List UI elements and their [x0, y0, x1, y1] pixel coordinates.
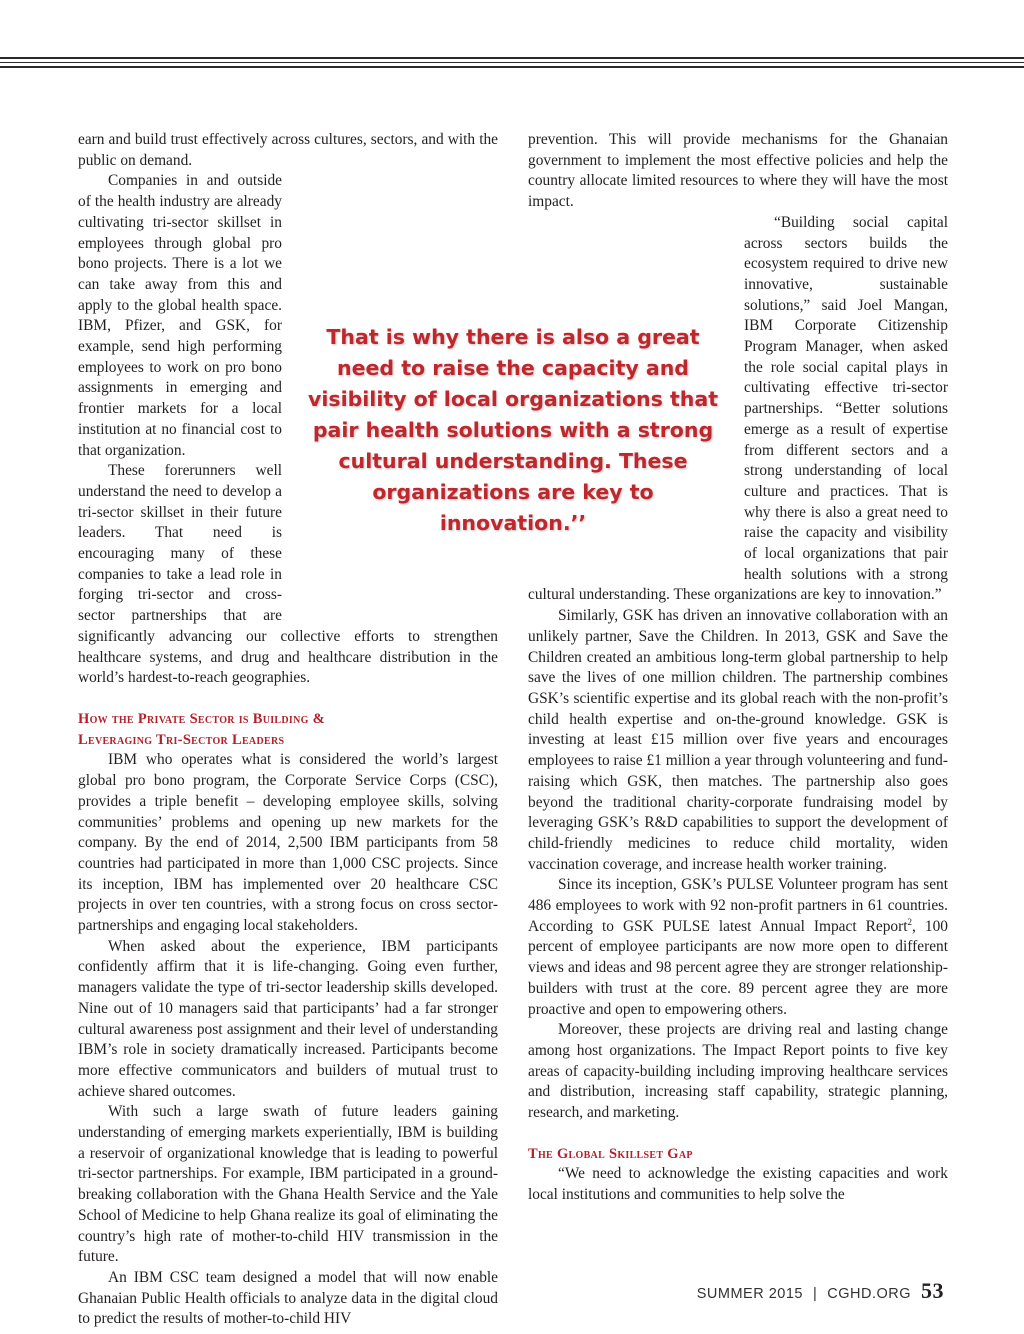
- paragraph: earn and build trust effectively across cultures, sectors, and with the public on demand.: [78, 131, 498, 169]
- paragraph: These forerunners well understand the need to develop a tri-sector skillset in their future leaders. That need is encouraging many of these companies to take a lead role in forging tri-sector and cross-sector partnerships that are significantly advancing our collective efforts to strengthen healthcare systems, and drug and healthcare distribution in the world’s hardest-to-reach geographies.: [78, 462, 498, 687]
- paragraph: [528, 875, 948, 1020]
- paragraph-text: Since its inception, GSK’s PULSE Volunteer program has sent 486 employees to work with 92 non-profit partners in 61 countries. According to GSK PULSE latest Annual Impact Report: [528, 876, 948, 935]
- issue-label: SUMMER 2015: [696, 1286, 803, 1302]
- website-label: CGHD.ORG: [827, 1286, 911, 1302]
- paragraph: Companies in and outside of the health industry are already cultivating tri-sector skillset in employees through global pro bono projects. There is a lot we can take away from this and apply to the global health space. IBM, Pfizer, and GSK, for example, send high performing employees to work on pro bono assignments in emerging and frontier markets for a local institution at no financial cost to that organization.: [78, 172, 282, 459]
- page-number: 53: [921, 1278, 944, 1303]
- paragraph: An IBM CSC team designed a model that will now enable Ghanaian Public Health officials to analyze data in the digital cloud to predict the results of mother-to-child HIV: [78, 1268, 498, 1328]
- paragraph: “Building social capital across sectors builds the ecosystem required to drive new innovative, sustainable solutions,” said Joel Mangan, IBM Corporate Citizenship Program Manager, when asked the role social capital plays in cultivating effective tri-sector partnerships. “Better solutions emerge as a result of expertise from different sectors and a strong understanding of local culture and practices. That is why there is also a great need to raise the capacity and visibility of local organizations that pair health solutions with a strong cultural understanding. These organizations are key to innovation.”: [528, 213, 948, 604]
- pull-quote: That is why there is also a great need to raise the capacity and visibility of local organizations that pair health solutions with a strong cultural understanding. These organizations are key to innovation.’’: [307, 325, 719, 535]
- section-heading-line: How the Private Sector is Building &: [78, 710, 325, 727]
- right-column: [528, 130, 948, 1206]
- paragraph: Moreover, these projects are driving real and lasting change among host organizations. The Impact Report points to five key areas of capacity-building including improving healthcare services and distribution, increasing staff capability, strategic planning, research, and marketing.: [528, 1021, 948, 1122]
- footer-separator: |: [812, 1286, 818, 1302]
- header-rule-bottom: [0, 66, 1024, 68]
- paragraph: When asked about the experience, IBM participants confidently affirm that it is life-changing. Going even further, managers validate the type of tri-sector leadership skills developed. Nine out of 10 managers said that participants’ had a far stronger cultural awareness post assignment and their level of understanding IBM’s role in society dramatically increased. Participants become more effective communicators and builders of mutual trust to achieve shared outcomes.: [78, 937, 498, 1100]
- paragraph: “We need to acknowledge the existing capacities and work local institutions and communities to help solve the: [528, 1165, 948, 1204]
- section-heading-line: Leveraging Tri-Sector Leaders: [78, 731, 285, 748]
- footnote-reference: 2: [907, 916, 913, 927]
- paragraph-text: , 100 percent of employee participants are now more open to different views and ideas and 98 percent agree they are stronger relationship-builders with trust at the core. 89 percent agree they are more proactive and open to empowering others.: [528, 917, 948, 1018]
- paragraph: With such a large swath of future leaders gaining understanding of emerging markets experientially, IBM is building a reservoir of organizational knowledge that is leading to powerful tri-sector partnerships. For example, IBM participated in a ground-breaking collaboration with the Ghana Health Service and the Yale School of Medicine to help Ghana realize its goal of eliminating the country’s high rate of mother-to-child HIV transmission in the future.: [78, 1103, 498, 1266]
- header-rule-top: [0, 57, 1024, 59]
- section-heading: [78, 709, 498, 750]
- section-heading: The Global Skillset Gap: [528, 1145, 693, 1162]
- left-column: [78, 130, 498, 1330]
- page-footer: [697, 1278, 944, 1304]
- header-rule-middle: [0, 62, 1024, 63]
- paragraph: prevention. This will provide mechanisms for the Ghanaian government to implement the most effective policies and help the country allocate limited resources to where they will have the most impact.: [528, 131, 948, 211]
- paragraph: Similarly, GSK has driven an innovative collaboration with an unlikely partner, Save the Children. In 2013, GSK and Save the Children created an ambitious long-term global partnership to help save the lives of one million children. The partnership combines GSK’s scientific expertise and its global reach with the non-profit’s child health expertise and on-the-ground knowledge. GSK is investing at least £15 million over five years and encourages employees to raise £1 million a year through volunteering and fund-raising which GSK, then matches. The partnership also goes beyond the traditional charity-corporate fundraising model by leveraging GSK’s R&D capabilities to support the development of child-friendly medicines to reduce child mortality, widen vaccination coverage, and increase health worker training.: [528, 607, 948, 873]
- paragraph: IBM who operates what is considered the world’s largest global pro bono program, the Corporate Service Corps (CSC), provides a triple benefit – developing employee skills, solving communities’ problems and opening up new markets for the company. By the end of 2014, 2,500 IBM participants from 58 countries had participated in more than 1,000 CSC projects. Since its inception, IBM has implemented over 20 healthcare CSC projects in over ten countries, with a strong focus on cross sector-partnerships and engaging local stakeholders.: [78, 751, 498, 935]
